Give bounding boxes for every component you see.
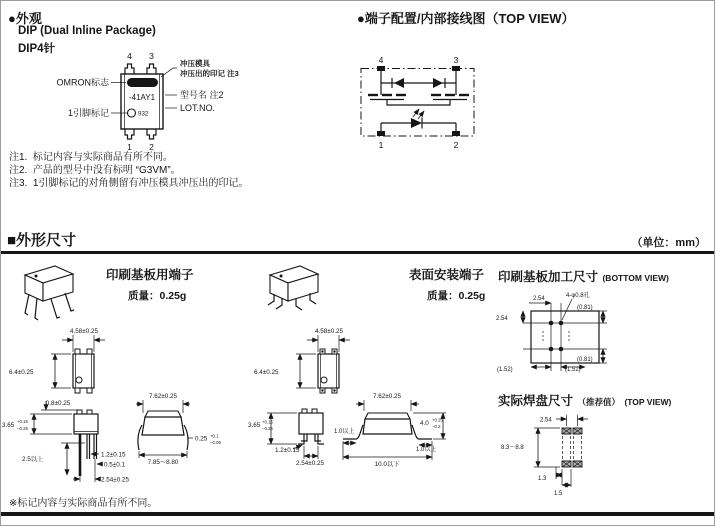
- pads-title: 实际焊盘尺寸: [498, 394, 574, 408]
- circuit-pin2-number: 2: [453, 140, 459, 150]
- pads-subtitle1: （推荐值）: [577, 397, 620, 407]
- light-arrow-1: [413, 109, 419, 117]
- callout-omron-logo: OMRON标志: [56, 77, 109, 88]
- hole-3: [549, 347, 554, 352]
- hole-grid-outline: [531, 311, 599, 363]
- pcb-side-view-drawing: [1, 393, 139, 493]
- smd-side-height-tol-dn: −0.25: [262, 426, 273, 431]
- gate-join-wire: [387, 100, 450, 106]
- pin1-mark-circle: [128, 109, 136, 117]
- note-1: [9, 151, 248, 164]
- smd-body-h-tol-dn: −0.2: [432, 424, 441, 429]
- pin1-number: 1: [127, 142, 132, 152]
- pin4-number: 4: [127, 51, 132, 61]
- pads-dim-w: 1.3: [538, 476, 547, 482]
- pads-span-dim: 8.3～8.8: [501, 445, 524, 451]
- smd-body-h-dim: 4.0: [420, 420, 429, 427]
- callout-lot: LOT.NO.: [180, 103, 216, 113]
- pin2-shape: [147, 129, 156, 139]
- pcb-holes-title-row: [498, 267, 669, 286]
- pad-pin3: [452, 66, 460, 71]
- pcb-lead-w1-dim: 1.2±0.15: [101, 451, 126, 459]
- holes-ref-b-left: (1.52): [497, 367, 513, 373]
- led-symbol: [411, 118, 422, 128]
- smd-terminal-title: 表面安装端子: [409, 268, 485, 282]
- pcb-side-height-tol-dn: −0.25: [17, 426, 28, 431]
- smd-foot-min-right-dim: 1.0以上: [416, 447, 437, 453]
- pcb-front-body: [142, 417, 184, 435]
- pcb-top-pin1-mark: [76, 377, 82, 383]
- dip-3d-drawing: [11, 261, 83, 327]
- smd-top-view-drawing: [251, 324, 363, 396]
- pcb-side-height-dim: 3.65: [2, 422, 15, 429]
- callout-stamp-line1: 冲压模具: [180, 59, 210, 68]
- body-diode-right: [433, 78, 443, 88]
- pcb-front-span-dim: 7.85～8.80: [147, 459, 179, 466]
- note-2-text: 产品的型号中没有标明 “G3VM”。: [32, 165, 181, 176]
- smd-front-width-dim: 7.62±0.25: [373, 393, 401, 400]
- package-type-label: DIP (Dual Inline Package): [18, 25, 156, 37]
- pcb-lead-w2-dim: 0.5±0.1: [104, 461, 125, 469]
- callout-stamp-line2: 冲压出的印记 注3: [180, 69, 239, 78]
- circuit-pin4-number: 4: [378, 55, 384, 65]
- smd-side-height-dim: 3.65: [248, 422, 261, 429]
- holes-pitch-v-dim: 2.54: [496, 316, 508, 322]
- outline-section-heading: ■外形尺寸: [7, 232, 77, 249]
- appearance-heading: ●外观: [8, 11, 42, 26]
- smd-terminal-mass: 质量：0.25g: [427, 290, 486, 302]
- circuit-pin1-number: 1: [378, 140, 384, 150]
- pads-dim-p: 1.5: [554, 491, 563, 497]
- smd-top-pin1-mark: [321, 377, 327, 383]
- callout-model: 型号名 注2: [180, 90, 224, 100]
- smd-foot-min-left-dim: 1.0以上: [334, 429, 355, 435]
- smd-span-max-dim: 10.0以下: [374, 461, 400, 468]
- pin3-shape: [147, 64, 156, 74]
- omron-logo-text: OMRON: [130, 80, 155, 87]
- hole-2: [559, 321, 564, 326]
- smd-pitch-dim: 2.54±0.25: [296, 460, 324, 467]
- smd-lead-w1-dim: 1.2±0.15: [275, 447, 300, 454]
- pinout-heading: ●端子配置/内部接线图（TOP VIEW）: [357, 11, 575, 26]
- smd-top-body: [318, 354, 339, 388]
- light-arrow-2: [418, 111, 424, 119]
- smd-body-h-tol-up: +0.25: [432, 417, 443, 423]
- pcb-hole-pattern-drawing: [493, 287, 615, 379]
- pcb-front-thk-dim: 0.25: [195, 435, 208, 443]
- package-pincount-label: DIP4针: [18, 43, 56, 55]
- pcb-top-height-dim: 6.4±0.25: [9, 369, 34, 376]
- pcb-side-top-dim: 0.8±0.25: [45, 400, 71, 407]
- unit-label: （单位：mm）: [631, 237, 706, 249]
- appearance-notes: [9, 151, 248, 190]
- note-1-text: 标记内容与实际商品有所不同。: [32, 152, 173, 163]
- pcb-side-body: [74, 414, 98, 434]
- smd-top-width-dim: 4.58±0.25: [315, 328, 343, 335]
- pcb-front-view-drawing: [136, 389, 248, 475]
- pin3-number: 3: [149, 51, 154, 61]
- note-3-text: 1引脚标记的对角侧留有冲压模具冲压出的印记。: [32, 178, 249, 189]
- smd-side-view-drawing: [247, 399, 339, 471]
- pcb-top-width-dim: 4.58±0.25: [70, 328, 98, 335]
- body-diode-left: [394, 78, 404, 88]
- holes-pitch-h-dim: 2.54: [533, 296, 545, 302]
- pads-subtitle2: (TOP VIEW): [624, 397, 672, 407]
- callout-pin1-mark: 1引脚标记: [67, 108, 109, 118]
- smd-front-view-drawing: [332, 387, 451, 475]
- pcb-front-width-dim: 7.62±0.25: [149, 393, 177, 400]
- note-1-label: 注1.: [9, 152, 28, 163]
- pcb-pitch-dim: 2.54±0.25: [101, 476, 129, 484]
- note-3-label: 注3.: [9, 178, 28, 189]
- smd-side-body: [299, 413, 323, 434]
- holes-label: 4-φ0.8孔: [566, 293, 590, 299]
- pcb-side-height-tol-up: +0.15: [17, 419, 28, 424]
- pcb-front-thk-tol-up: +0.1: [210, 433, 219, 439]
- pad-pin4: [377, 66, 385, 71]
- smd-front-top-face: [365, 413, 410, 419]
- pcb-terminal-title: 印刷基板用端子: [106, 268, 194, 282]
- smd-top-height-dim: 6.4±0.25: [254, 369, 279, 376]
- pcb-top-body: [73, 354, 94, 388]
- package-marking-drawing: [49, 47, 349, 153]
- smd-front-body: [363, 419, 412, 434]
- note-2: [9, 164, 248, 177]
- pads-pitch-dim: 2.54: [540, 417, 552, 424]
- smd-side-height-tol-up: +0.15: [262, 419, 273, 425]
- pin4-shape: [125, 64, 134, 74]
- pcb-top-view-drawing: [6, 324, 118, 396]
- internal-circuit-drawing: [354, 53, 488, 153]
- pcb-holes-subtitle: (BOTTOM VIEW): [602, 273, 669, 283]
- mosfet-left: [368, 95, 406, 100]
- pcb-holes-title: 印刷基板加工尺寸: [498, 270, 599, 284]
- section-rule-top: [1, 251, 715, 254]
- section-rule-bottom: [1, 512, 715, 516]
- pcb-lead-min-dim: 2.5以上: [22, 456, 44, 463]
- outline-footnote: ※标记内容与实际商品有所不同。: [9, 498, 158, 509]
- hole-1: [549, 321, 554, 326]
- package-outline-dashed: [361, 69, 474, 137]
- smd-3d-drawing: [256, 261, 328, 323]
- holes-ref-r-bottom: (0.81): [577, 357, 593, 363]
- lot-marking: 932: [138, 110, 149, 118]
- pcb-front-top-face: [145, 411, 181, 417]
- holes-ref-r-top: (0.81): [577, 305, 593, 311]
- pad-layout-drawing: [496, 407, 613, 499]
- pin2-number: 2: [149, 142, 154, 152]
- pin1-shape: [125, 129, 134, 139]
- note-3: [9, 177, 248, 190]
- pcb-front-thk-tol-dn: −0.05: [210, 440, 221, 445]
- pcb-terminal-mass: 质量：0.25g: [128, 290, 187, 302]
- note-2-label: 注2.: [9, 165, 28, 176]
- holes-ref-b-right: (1.52): [565, 367, 581, 373]
- mosfet-right: [431, 95, 469, 100]
- model-marking: -41AY1: [128, 93, 156, 102]
- hole-4: [559, 347, 564, 352]
- circuit-pin3-number: 3: [453, 55, 459, 65]
